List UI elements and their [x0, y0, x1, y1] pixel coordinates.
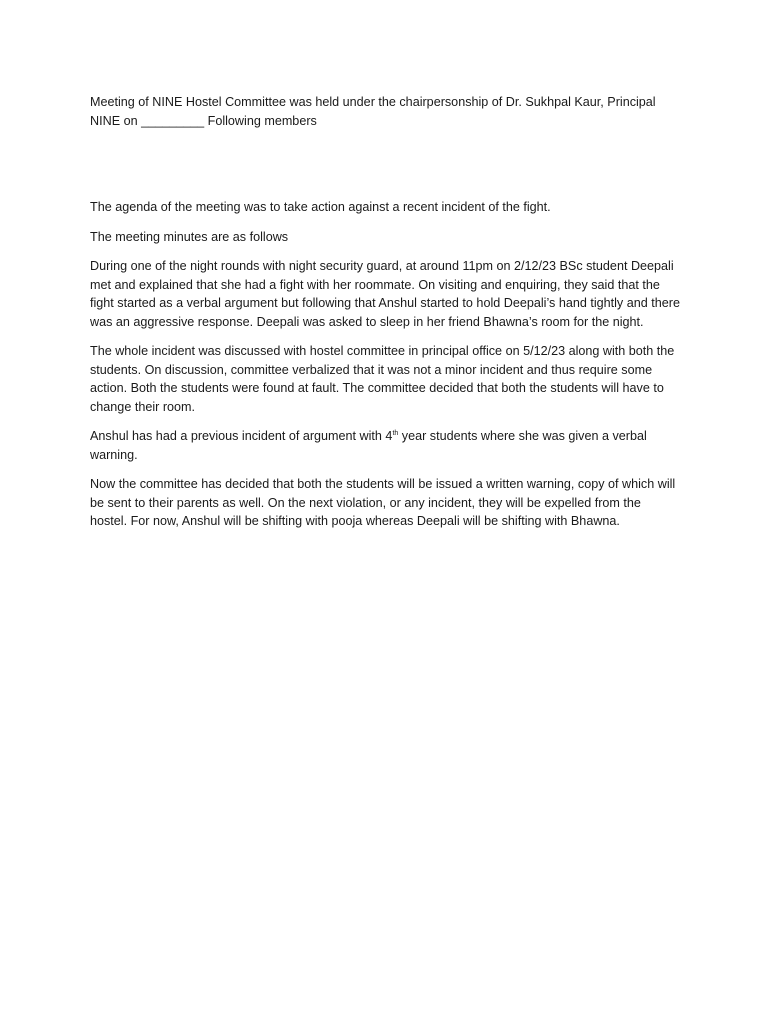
- previous-incident-text-end: year students where she was given a verbal warning.: [90, 429, 647, 462]
- discussion-paragraph: The whole incident was discussed with hostel committee in principal office on 5/12/23 along with both the students. On discussion, committee verbalized that it was not a minor incident and thus require some action. Both the students were found at fault. The committee decided that both the students will have to change their room.: [90, 344, 675, 414]
- minutes-heading: The meeting minutes are as follows: [90, 229, 289, 244]
- previous-incident-paragraph: [90, 427, 680, 464]
- previous-incident-text-start: Anshul has had a previous incident of argument with 4: [90, 429, 393, 444]
- incident-paragraph: During one of the night rounds with night security guard, at around 11pm on 2/12/23 BSc student Deepali met and explained that she had a fight with her roommate. On visiting and enquiring, they said that the fight started as a verbal argument but following that Anshul started to hold Deepali’s hand tightly and there was an aggressive response. Deepali was asked to sleep in her friend Bhawna’s room for the night.: [90, 258, 680, 329]
- intro-paragraph: Meeting of NINE Hostel Committee was held under the chairpersonship of Dr. Sukhpal Kaur, Principal NINE on _________ Following members: [90, 95, 656, 128]
- decision-paragraph: Now the committee has decided that both the students will be issued a written warning, copy of which will be sent to their parents as well. On the next violation, or any incident, they will be expelled from the hostel. For now, Anshul will be shifting with pooja whereas Deepali will be shifting with Bhawna.: [90, 477, 676, 529]
- document-body: [90, 93, 680, 542]
- ordinal-suffix: th: [392, 430, 399, 438]
- agenda-paragraph: The agenda of the meeting was to take action against a recent incident of the fight.: [90, 200, 551, 215]
